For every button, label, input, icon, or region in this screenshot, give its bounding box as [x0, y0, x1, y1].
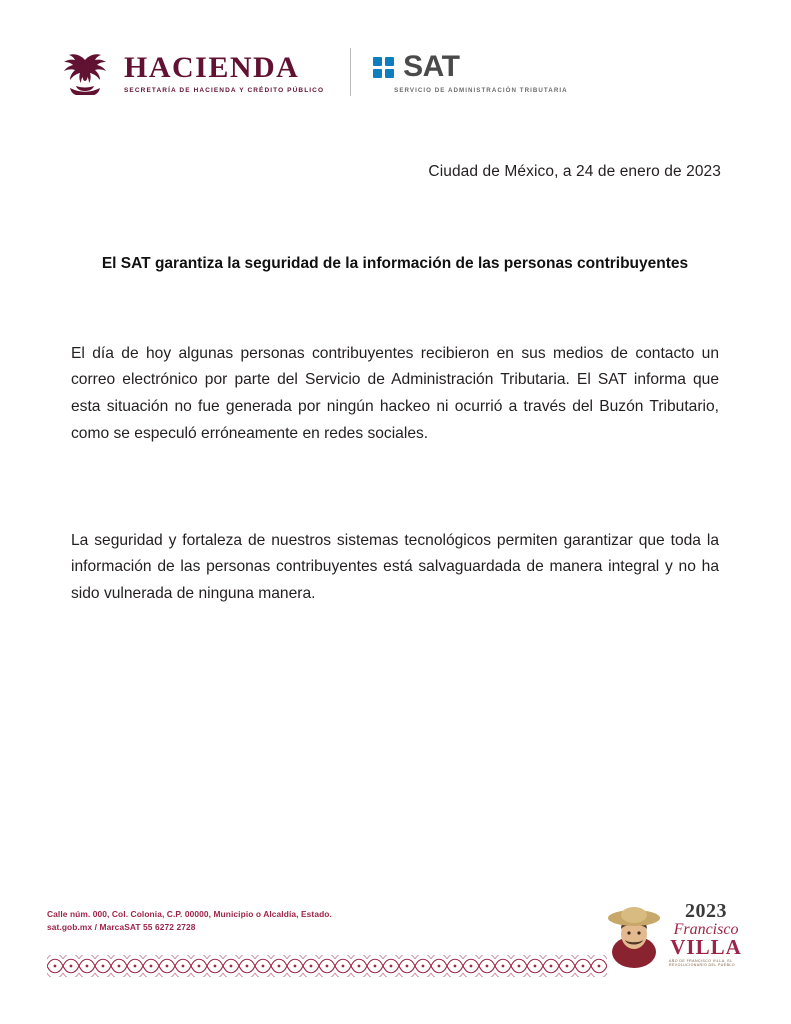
footer-contact-line[interactable]: sat.gob.mx / MarcaSAT 55 6272 2728 [47, 922, 196, 933]
document-header [56, 42, 568, 102]
commemoration-badge [603, 898, 743, 970]
francisco-villa-portrait [603, 900, 665, 968]
hacienda-wordmark [124, 51, 324, 94]
body-paragraph-1: El día de hoy algunas personas contribuyentes recibieron en sus medios de contacto un correo electrónico por parte del Servicio de Administración Tributaria. El SAT informa que esta situación no fue generada por ningún hackeo ni ocurrió a través del Buzón Tributario, como se especuló erróneamente en redes sociales. [71, 344, 719, 443]
footer-address-line: Calle núm. 000, Col. Colonia, C.P. 00000, Municipio o Alcaldía, Estado. [47, 909, 332, 919]
page-title: El SAT garantiza la seguridad de la información de las personas contribuyentes [101, 255, 689, 273]
place-and-date: Ciudad de México, a 24 de enero de 2023 [428, 163, 721, 180]
commemoration-name-last: VILLA [670, 934, 742, 959]
decorative-footer-band [47, 955, 607, 977]
footer-address [47, 908, 332, 934]
commemoration-tagline: AÑO DE FRANCISCO VILLA, EL REVOLUCIONARIO DEL PUEBLO [669, 958, 735, 967]
sat-wordmark [373, 50, 568, 94]
sat-title: SAT [403, 50, 460, 83]
body-paragraph-2: La seguridad y fortaleza de nuestros sistemas tecnológicos permiten garantizar que toda la información de las personas contribuyentes está salvaguardada de manera integral y no ha sido vulnerada de ninguna manera. [71, 531, 719, 603]
header-divider [350, 48, 351, 96]
commemoration-year: 2023 [685, 899, 727, 922]
hacienda-title: HACIENDA [124, 50, 300, 84]
sat-dots-icon [373, 57, 394, 78]
commemoration-name-first: Francisco [673, 920, 739, 938]
hacienda-subtitle: SECRETARÍA DE HACIENDA Y CRÉDITO PÚBLICO [124, 86, 325, 94]
mexican-eagle-emblem [56, 46, 114, 98]
sat-subtitle: SERVICIO DE ADMINISTRACIÓN TRIBUTARIA [394, 87, 568, 94]
